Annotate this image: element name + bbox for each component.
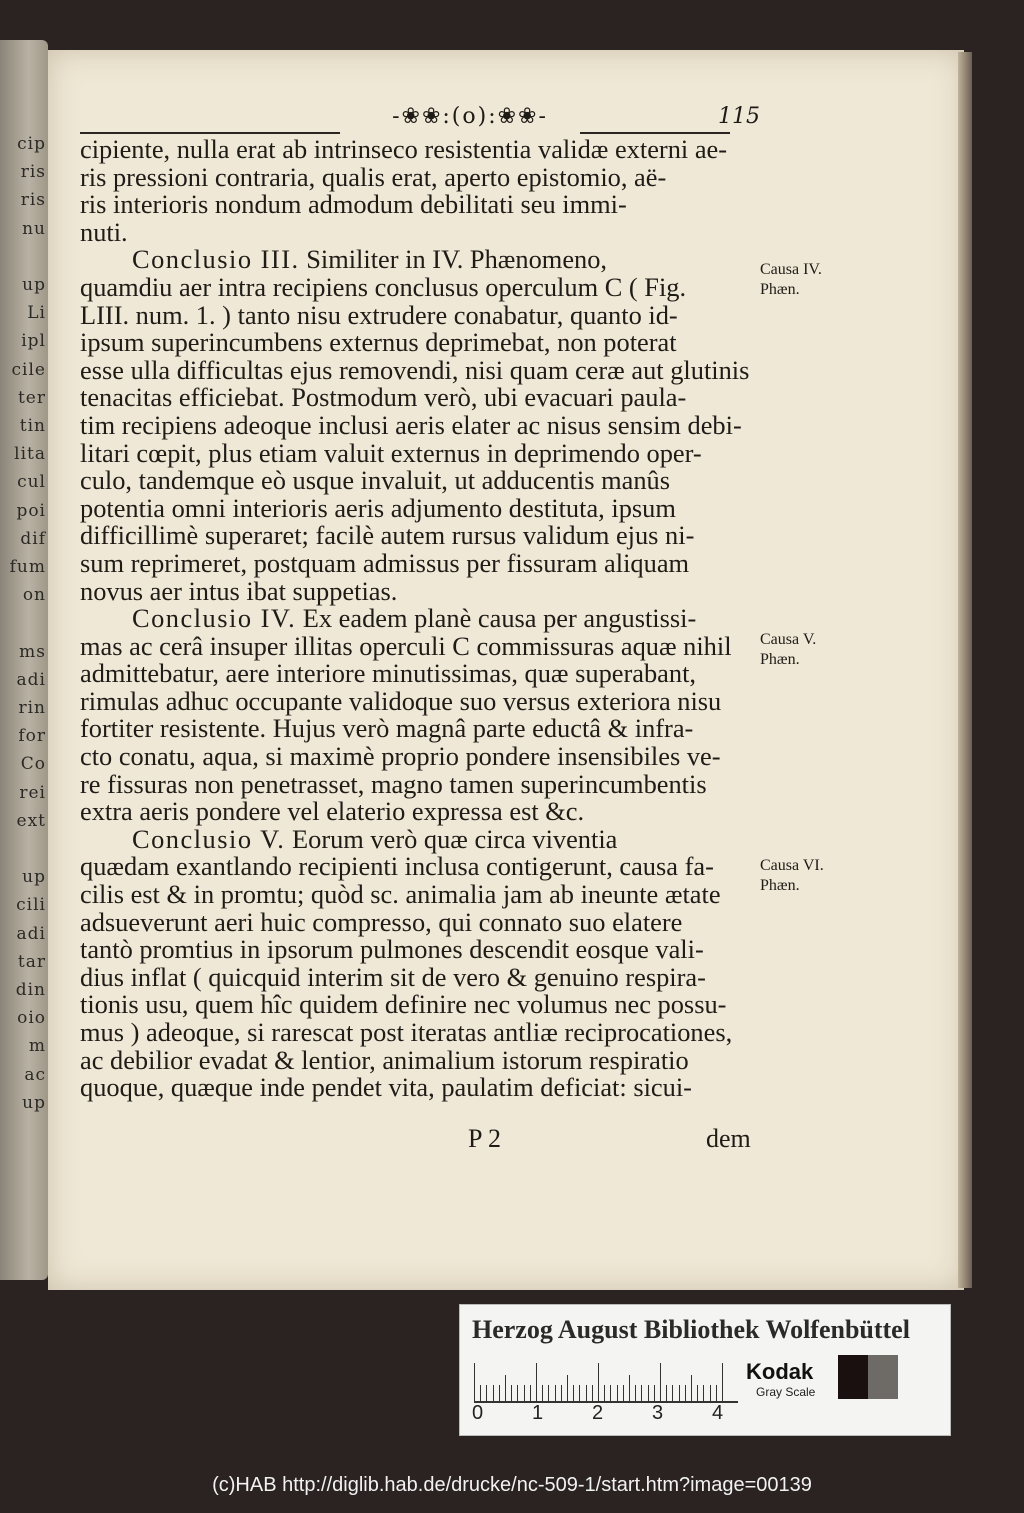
signature-mark: P 2 — [468, 1124, 501, 1153]
ruler-tick — [561, 1385, 562, 1401]
text-line: adsueverunt aeri huic compresso, qui connato suo elatere — [80, 906, 683, 937]
page-number: 115 — [718, 104, 760, 129]
ruler-tick — [579, 1385, 580, 1401]
text-line: mus ) adeoque, si rarescat post iteratas antliæ reciprocationes, — [80, 1017, 733, 1047]
ruler-tick — [536, 1363, 537, 1401]
adjacent-page-fragment: rin — [18, 698, 46, 718]
ruler-tick — [486, 1385, 487, 1401]
paragraph-conclusio-5 — [80, 823, 760, 1103]
adjacent-page-fragment: ext — [16, 810, 46, 831]
paragraph-conclusio-4 — [80, 605, 760, 826]
ruler-tick — [617, 1385, 618, 1401]
ruler-tick — [505, 1375, 506, 1401]
text-line: LIII. num. 1. ) tanto nisu extrudere conabatur, quanto id- — [80, 299, 678, 330]
ruler-tick — [697, 1385, 698, 1401]
ruler-tick — [641, 1385, 642, 1401]
text-line: re fissuras non penetrasset, magno tamen superincumbentis — [80, 768, 707, 799]
margin-note-line: Causa V. — [760, 631, 817, 648]
gray-swatch-black — [838, 1355, 868, 1399]
ruler-tick — [511, 1385, 512, 1401]
text-line: cilis est & in promtu; quòd sc. animalia jam ab ineunte ætate — [80, 879, 721, 910]
main-text — [80, 136, 760, 1102]
text-line — [80, 246, 760, 274]
ruler-number: 2 — [592, 1402, 604, 1424]
ruler-tick — [716, 1385, 717, 1401]
adjacent-page-fragment: lita — [14, 444, 46, 465]
conclusio-heading: Conclusio V. — [132, 823, 286, 854]
adjacent-page-fragment: for — [18, 726, 46, 747]
adjacent-page-fragment: ac — [24, 1064, 46, 1085]
ruler-tick — [648, 1385, 649, 1401]
margin-note-causa-4 — [760, 260, 850, 300]
adjacent-page-fragment: cul — [17, 472, 46, 493]
text-line: cipiente, nulla erat ab intrinseco resistentia validæ externi ae- — [80, 134, 728, 164]
ruler-tick — [672, 1385, 673, 1401]
margin-note-causa-6 — [760, 856, 850, 896]
text-line: novus aer intus ibat suppetias. — [80, 575, 398, 606]
gray-swatch-white — [898, 1355, 928, 1399]
adjacent-page-fragment: up — [22, 867, 46, 888]
text-line: rimulas adhuc occupante validoque suo versus exteriora nisu — [80, 685, 722, 716]
adjacent-page-fragment: Li — [27, 303, 46, 324]
text-line: nuti. — [80, 216, 128, 247]
ruler-tick — [623, 1385, 624, 1401]
page-edge-shadow — [958, 52, 972, 1288]
adjacent-page-fragment: adi — [16, 923, 46, 944]
ruler-tick — [555, 1385, 556, 1401]
text-line: mas ac cerâ insuper illitas operculi C commissuras aquæ nihil — [80, 630, 732, 661]
ruler-tick — [586, 1385, 587, 1401]
text-line: ac debilior evadat & lentior, animalium istorum respiratio — [80, 1044, 689, 1075]
ruler-tick — [548, 1385, 549, 1401]
text-line: fortiter resistente. Hujus verò magnâ parte eductâ & infra- — [80, 713, 694, 744]
adjacent-page-fragment: dif — [20, 528, 46, 549]
text-line: culo, tandemque eò usque invaluit, ut adducentis manûs — [80, 465, 670, 496]
margin-note-line: Causa VI. — [760, 857, 824, 874]
ruler-tick — [530, 1385, 531, 1401]
library-color-card — [459, 1304, 951, 1436]
ruler-tick — [474, 1363, 475, 1401]
adjacent-page-fragment: poi — [16, 500, 46, 521]
adjacent-page-fragment: oio — [17, 1008, 46, 1029]
adjacent-page-fragment: cile — [11, 359, 46, 380]
adjacent-page-fragment: rei — [19, 782, 46, 803]
adjacent-page-fragment: tar — [17, 951, 46, 972]
adjacent-page-fragment: m — [28, 1036, 46, 1057]
margin-note-line: Causa IV. — [760, 261, 822, 278]
margin-note-line: Phæn. — [760, 651, 800, 668]
text-fragment: Eorum verò quæ circa viventia — [285, 823, 618, 854]
ruler-number: 1 — [532, 1402, 544, 1424]
text-line: litari cœpit, plus etiam valuit externus in deprimendo oper- — [80, 437, 702, 468]
adjacent-page-fragment: ms — [19, 641, 46, 662]
ruler-tick — [573, 1385, 574, 1401]
ruler-tick — [524, 1385, 525, 1401]
text-line: quamdiu aer intra recipiens conclusus operculum C ( Fig. — [80, 271, 687, 302]
ruler-tick — [635, 1385, 636, 1401]
margin-note-line: Phæn. — [760, 877, 800, 894]
text-fragment: Similiter in IV. Phænomeno, — [299, 244, 608, 275]
kodak-subtitle: Gray Scale — [756, 1385, 816, 1399]
running-header — [80, 104, 760, 138]
adjacent-page-fragment: ris — [20, 190, 46, 211]
text-line: tantò promtius in ipsorum pulmones descendit eosque vali- — [80, 934, 704, 965]
gray-swatch-mid — [868, 1355, 898, 1399]
adjacent-page-fragment: ter — [17, 387, 46, 408]
ruler-tick — [592, 1385, 593, 1401]
ruler-tick — [542, 1385, 543, 1401]
text-line: extra aeris pondere vel elaterio expressa est &c. — [80, 796, 585, 827]
adjacent-page-fragment: cip — [17, 134, 46, 154]
ruler-tick — [604, 1385, 605, 1401]
paragraph-conclusio-3 — [80, 246, 760, 605]
text-line: quoque, quæque inde pendet vita, paulatim deficiat: sicui- — [80, 1072, 692, 1103]
text-line: cto conatu, aqua, si maximè proprio pondere insensibiles ve- — [80, 741, 721, 772]
source-footer: (c)HAB http://diglib.hab.de/drucke/nc-509-1/start.htm?image=00139 — [212, 1474, 812, 1496]
adjacent-page-fragment: tin — [19, 416, 46, 436]
ruler-tick — [567, 1375, 568, 1401]
ruler-tick — [629, 1375, 630, 1401]
ruler-tick — [499, 1385, 500, 1401]
text-line: ipsum superincumbens externus deprimebat, non poterat — [80, 327, 677, 358]
adjacent-page-fragment: ris — [20, 162, 46, 183]
ruler-tick — [610, 1385, 611, 1401]
conclusio-heading: Conclusio III. — [132, 244, 300, 275]
ruler-tick — [703, 1385, 704, 1401]
text-line: tim recipiens adeoque inclusi aeris elater ac nisus sensim debi- — [80, 409, 742, 440]
adjacent-page-fragment: on — [22, 585, 46, 606]
text-line: dius inflat ( quicquid interim sit de vero & genuino respira- — [80, 961, 706, 992]
adjacent-page-fragment: nu — [22, 218, 46, 239]
conclusio-heading: Conclusio IV. — [132, 603, 297, 634]
header-ornament: -❀❀:(o):❀❀- — [392, 104, 548, 129]
ruler-tick — [654, 1385, 655, 1401]
adjacent-page-fragment: ipl — [21, 331, 46, 352]
adjacent-page-fragment: fum — [9, 557, 46, 577]
ruler-tick — [666, 1385, 667, 1401]
text-line: ris pressioni contraria, qualis erat, aperto epistomio, aë- — [80, 161, 667, 192]
text-line: tionis usu, quem hîc quidem definire nec volumus nec possu- — [80, 989, 727, 1020]
library-name: Herzog August Bibliothek Wolfenbüttel — [472, 1315, 910, 1344]
adjacent-page-fragment: cili — [16, 895, 46, 916]
ruler-tick — [517, 1385, 518, 1401]
adjacent-page-fragment: up — [22, 275, 46, 295]
ruler-tick — [722, 1363, 723, 1401]
text-line: potentia omni interioris aeris adjumento destituta, ipsum — [80, 492, 676, 523]
ruler-tick — [598, 1363, 599, 1401]
scale-ruler — [474, 1361, 738, 1403]
text-line: admittebatur, aere interiore minutissimas, quæ superabant, — [80, 658, 697, 689]
ruler-tick — [480, 1385, 481, 1401]
text-line: tenacitas efficiebat. Postmodum verò, ubi evacuari paula- — [80, 382, 687, 413]
text-line — [80, 605, 760, 633]
adjacent-page-fragment: din — [15, 980, 46, 1000]
text-line: difficillimè superaret; facilè autem rursus validum ejus ni- — [80, 520, 695, 551]
ruler-tick — [710, 1385, 711, 1401]
text-line — [80, 823, 760, 854]
adjacent-page-fragment: adi — [16, 669, 46, 690]
ruler-tick — [660, 1363, 661, 1401]
adjacent-page-fragment: up — [22, 1092, 46, 1113]
text-fragment: Ex eadem planè causa per angustissi- — [296, 603, 697, 634]
text-line: esse ulla difficultas ejus removendi, nisi quam ceræ aut glutinis — [80, 354, 750, 385]
ruler-number: 0 — [472, 1402, 484, 1424]
adjacent-page-edge — [0, 40, 48, 1280]
ruler-tick — [493, 1385, 494, 1401]
adjacent-page-fragment: Co — [20, 754, 46, 775]
ruler-number: 3 — [652, 1402, 664, 1424]
text-line: sum reprimeret, postquam admissus per fissuram aliquam — [80, 547, 690, 578]
kodak-brand: Kodak — [746, 1359, 814, 1384]
ruler-tick — [679, 1385, 680, 1401]
catchword: dem — [706, 1124, 751, 1153]
margin-note-line: Phæn. — [760, 281, 800, 298]
text-line: ris interioris nondum admodum debilitati seu immi- — [80, 189, 627, 220]
margin-note-causa-5 — [760, 630, 850, 670]
ruler-tick — [685, 1385, 686, 1401]
text-line: quædam exantlando recipienti inclusa contigerunt, causa fa- — [80, 851, 714, 882]
ruler-tick — [691, 1375, 692, 1401]
ruler-number: 4 — [712, 1402, 724, 1424]
paragraph-1 — [80, 136, 760, 246]
